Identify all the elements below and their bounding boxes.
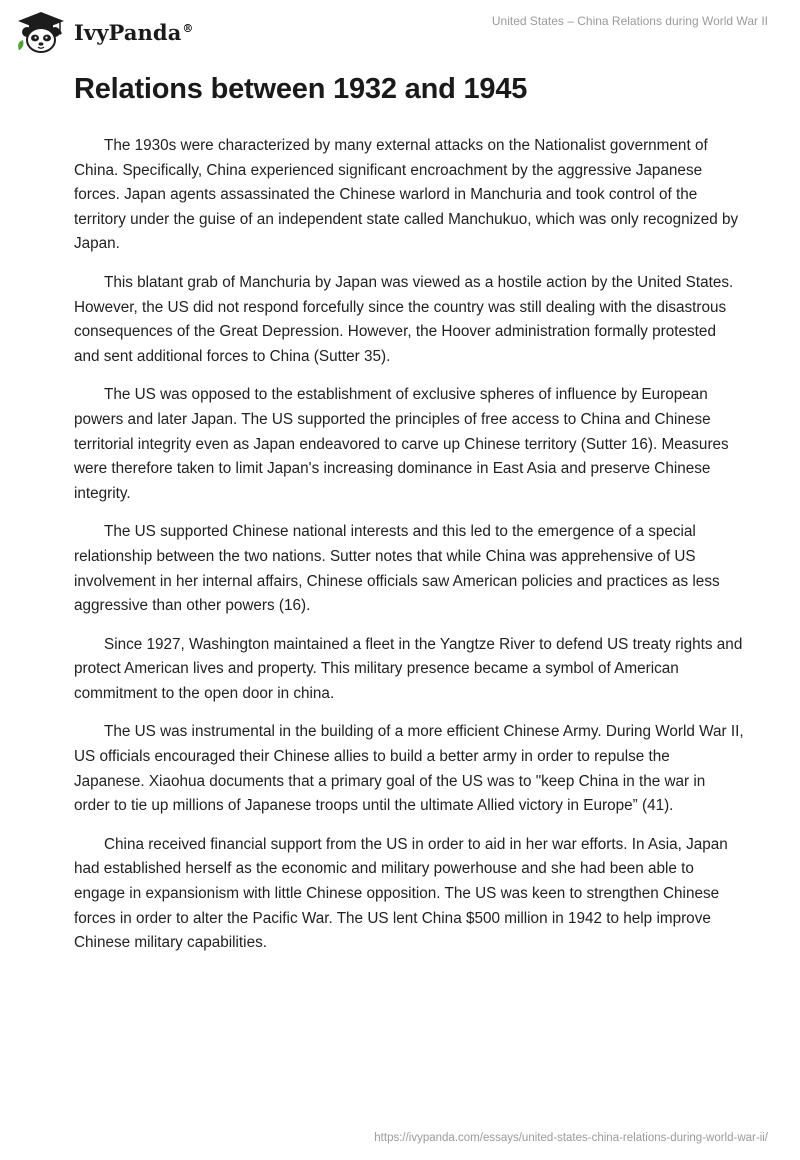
essay-body (74, 134, 744, 970)
footer-url-link[interactable]: https://ivypanda.com/essays/united-states-china-relations-during-world-war-ii/ (374, 1132, 768, 1144)
running-title: United States – China Relations during World War II (491, 14, 768, 28)
paragraph: The US supported Chinese national interests and this led to the emergence of a special relationship between the two nations. Sutter notes that while China was apprehensive of US involvement in her internal affairs, Chinese officials saw American policies and practices as less aggressive than other powers (16). (74, 523, 720, 615)
paragraph: The US was opposed to the establishment of exclusive spheres of influence by European powers and later Japan. The US supported the principles of free access to China and Chinese territorial integrity even as Japan endeavored to carve up Chinese territory (Sutter 16). Measures were therefore taken to limit Japan's increasing dominance in East Asia and preserve Chinese integrity. (74, 386, 729, 502)
panda-graduate-icon (14, 10, 68, 54)
ivypanda-logo[interactable] (14, 10, 194, 54)
paragraph: Since 1927, Washington maintained a fleet in the Yangtze River to defend US treaty rights and protect American lives and property. This military presence became a symbol of American commitment to the open door in china. (74, 635, 743, 702)
page-title: Relations between 1932 and 1945 (74, 73, 528, 105)
page-header (0, 0, 800, 60)
paragraph: China received financial support from the US in order to aid in her war efforts. In Asia, Japan had established herself as the economic and military powerhouse and she had been able to engage in expansionism with little Chinese opposition. The US was keen to strengthen Chinese forces in order to alter the Pacific War. The US lent China $500 million in 1942 to help improve Chinese military capabilities. (74, 835, 728, 952)
registered-mark: ® (182, 21, 194, 35)
brand-name (74, 20, 194, 45)
paragraph: The US was instrumental in the building of a more efficient Chinese Army. During World War II, US officials encouraged their Chinese allies to build a better army in order to repulse the Japanese. Xiaohua documents that a primary goal of the US was to "keep China in the war in order to tie up millions of Japanese troops until the ultimate Allied victory in Europe” (41). (74, 723, 744, 815)
brand-name-text: IvyPanda (74, 19, 182, 45)
paragraph: The 1930s were characterized by many external attacks on the Nationalist government of China. Specifically, China experienced significant encroachment by the aggressive Japanese forces. Japan agents assassinated the Chinese warlord in Manchuria and took control of the territory under the guise of an independent state called Manchukuo, which was only recognized by Japan. (74, 137, 739, 253)
paragraph: This blatant grab of Manchuria by Japan was viewed as a hostile action by the United States. However, the US did not respond forcefully since the country was still dealing with the disastrous consequences of the Great Depression. However, the Hoover administration formally protested and sent additional forces to China (Sutter 35). (74, 273, 734, 365)
